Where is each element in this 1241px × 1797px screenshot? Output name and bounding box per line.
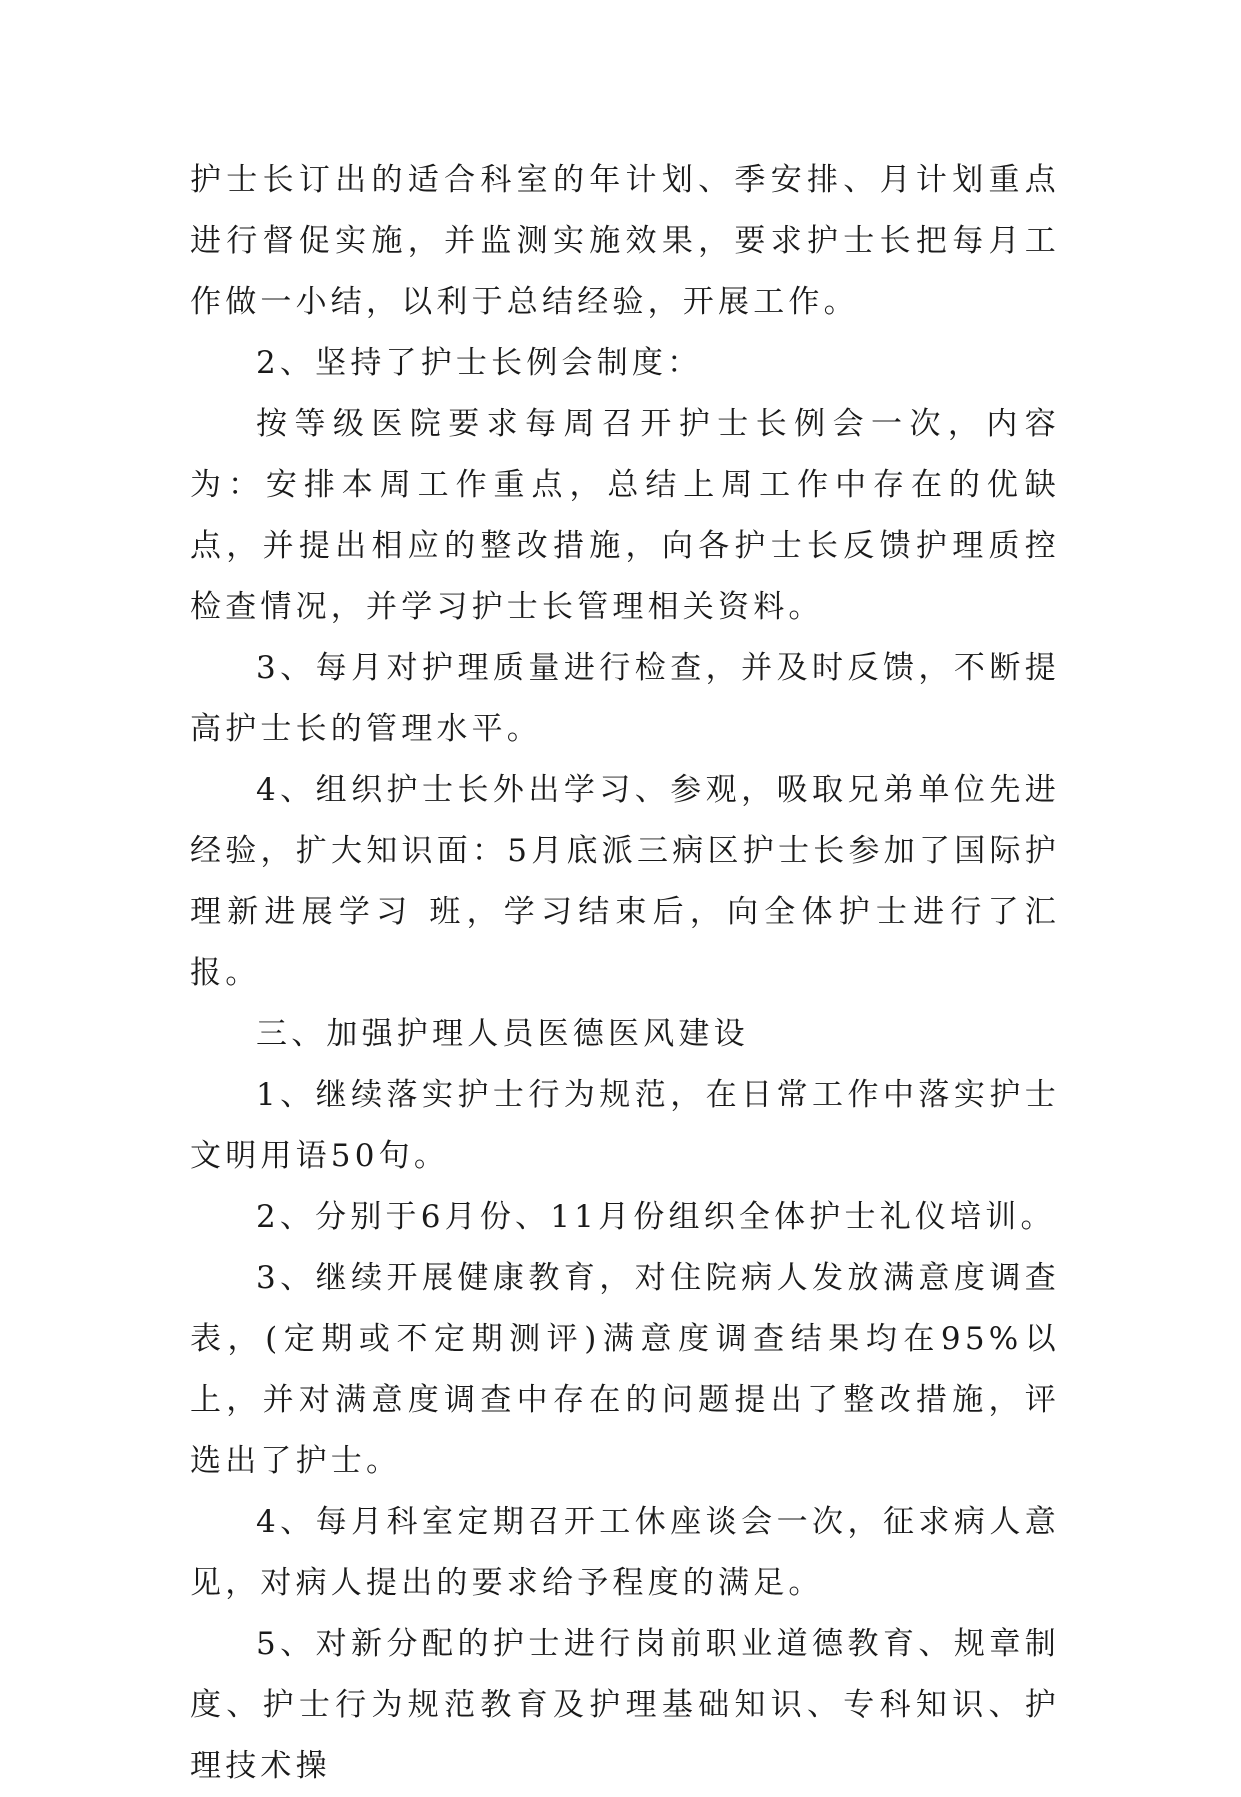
paragraph: 3、继续开展健康教育，对住院病人发放满意度调查表，(定期或不定期测评)满意度调查结果均在95%以上，并对满意度调查中存在的问题提出了整改措施，评选出了护士。	[190, 1260, 1060, 1479]
paragraph: 5、对新分配的护士进行岗前职业道德教育、规章制度、护士行为规范教育及护理基础知识、专科知识、护理技术操	[190, 1626, 1060, 1784]
paragraph: 4、组织护士长外出学习、参观，吸取兄弟单位先进经验，扩大知识面：5月底派三病区护士长参加了国际护理新进展学习 班，学习结束后，向全体护士进行了汇报。	[190, 772, 1060, 991]
paragraph: 2、分别于6月份、11月份组织全体护士礼仪培训。	[256, 1199, 1056, 1235]
paragraph: 按等级医院要求每周召开护士长例会一次，内容为：安排本周工作重点，总结上周工作中存在的优缺点，并提出相应的整改措施，向各护士长反馈护理质控检查情况，并学习护士长管理相关资料。	[190, 406, 1060, 625]
paragraph: 3、每月对护理质量进行检查，并及时反馈，不断提高护士长的管理水平。	[190, 650, 1060, 747]
paragraph: 4、每月科室定期召开工休座谈会一次，征求病人意见，对病人提出的要求给予程度的满足。	[190, 1504, 1060, 1601]
paragraph: 护士长订出的适合科室的年计划、季安排、月计划重点进行督促实施，并监测实施效果，要求护士长把每月工作做一小结，以利于总结经验，开展工作。	[190, 162, 1060, 320]
paragraph: 2、坚持了护士长例会制度：	[256, 345, 703, 381]
paragraph: 1、继续落实护士行为规范，在日常工作中落实护士文明用语50句。	[190, 1077, 1060, 1174]
document-page	[190, 150, 1060, 1797]
section-heading: 三、加强护理人员医德医风建设	[256, 1016, 749, 1052]
